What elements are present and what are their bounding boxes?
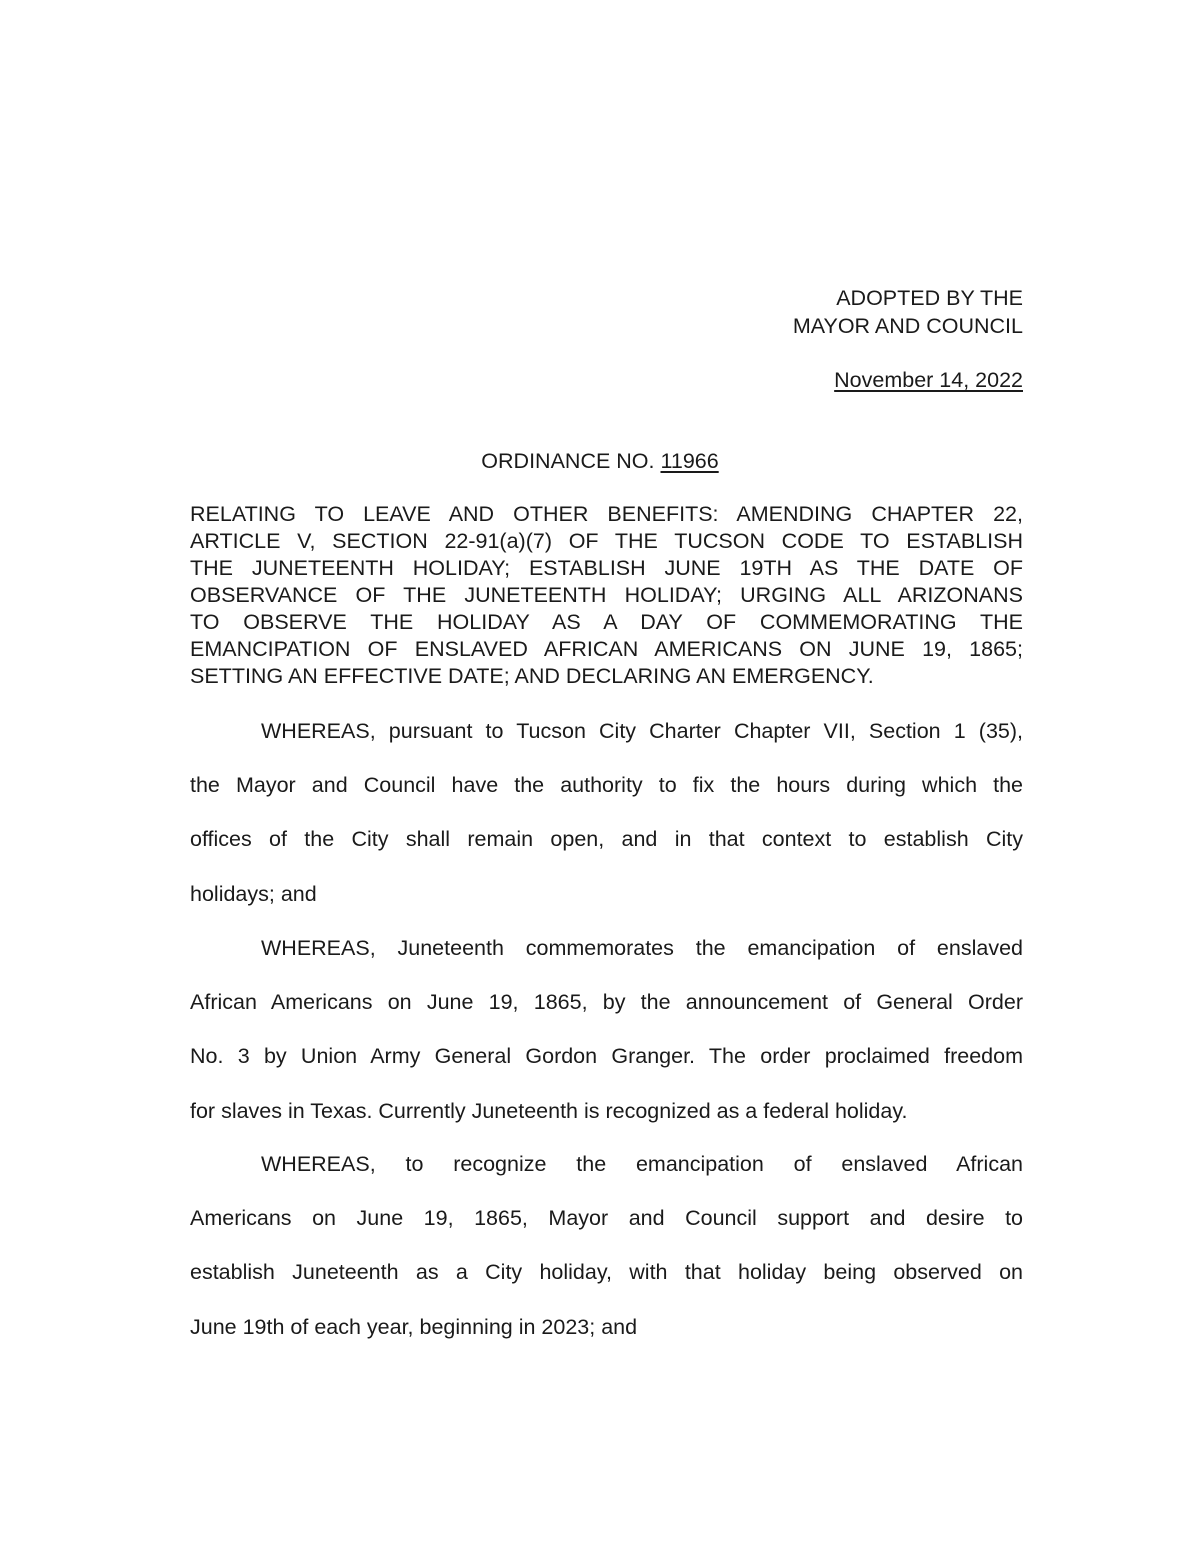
paragraph-line: WHEREAS, to recognize the emancipation of enslaved African bbox=[261, 1152, 1023, 1176]
whereas-paragraph-2 bbox=[190, 921, 1023, 1138]
ordinance-label: ORDINANCE NO. bbox=[481, 449, 655, 473]
adopted-block bbox=[793, 284, 1023, 340]
title-line: SETTING AN EFFECTIVE DATE; AND DECLARING AN EMERGENCY. bbox=[190, 664, 874, 688]
paragraph-line: June 19th of each year, beginning in 2023; and bbox=[190, 1314, 638, 1339]
whereas-paragraph-3 bbox=[190, 1137, 1023, 1354]
adopted-date-text: November 14, 2022 bbox=[834, 368, 1023, 392]
adopted-line-1: ADOPTED BY THE bbox=[836, 286, 1023, 310]
ordinance-title bbox=[190, 501, 1023, 690]
adopted-line-2: MAYOR AND COUNCIL bbox=[792, 314, 1023, 338]
paragraph-line: for slaves in Texas. Currently Juneteenth is recognized as a federal holiday. bbox=[190, 1098, 908, 1123]
ordinance-heading bbox=[0, 447, 1200, 475]
paragraph-line: WHEREAS, pursuant to Tucson City Charter Chapter VII, Section 1 (35), bbox=[261, 719, 1023, 743]
ordinance-number: 11966 bbox=[660, 449, 719, 473]
paragraph-line: the Mayor and Council have the authority to fix the hours during which the bbox=[190, 773, 1023, 798]
paragraph-line: offices of the City shall remain open, and in that context to establish City bbox=[190, 827, 1023, 852]
title-line: THE JUNETEENTH HOLIDAY; ESTABLISH JUNE 19TH AS THE DATE OF bbox=[190, 556, 1023, 580]
paragraph-line: holidays; and bbox=[190, 881, 317, 906]
paragraph-line: establish Juneteenth as a City holiday, with that holiday being observed on bbox=[190, 1260, 1023, 1285]
paragraph-line: WHEREAS, Juneteenth commemorates the emancipation of enslaved bbox=[261, 936, 1023, 960]
title-line: EMANCIPATION OF ENSLAVED AFRICAN AMERICANS ON JUNE 19, 1865; bbox=[190, 637, 1023, 661]
whereas-paragraph-1 bbox=[190, 704, 1023, 921]
title-line: TO OBSERVE THE HOLIDAY AS A DAY OF COMMEMORATING THE bbox=[190, 610, 1023, 634]
title-line: OBSERVANCE OF THE JUNETEENTH HOLIDAY; URGING ALL ARIZONANS bbox=[190, 583, 1023, 607]
paragraph-line: No. 3 by Union Army General Gordon Granger. The order proclaimed freedom bbox=[190, 1044, 1023, 1069]
title-line: RELATING TO LEAVE AND OTHER BENEFITS: AMENDING CHAPTER 22, bbox=[190, 502, 1023, 526]
title-line: ARTICLE V, SECTION 22-91(a)(7) OF THE TUCSON CODE TO ESTABLISH bbox=[190, 529, 1023, 553]
paragraph-line: Americans on June 19, 1865, Mayor and Council support and desire to bbox=[190, 1206, 1023, 1231]
paragraph-line: African Americans on June 19, 1865, by the announcement of General Order bbox=[190, 990, 1023, 1015]
adopted-date bbox=[834, 366, 1023, 394]
